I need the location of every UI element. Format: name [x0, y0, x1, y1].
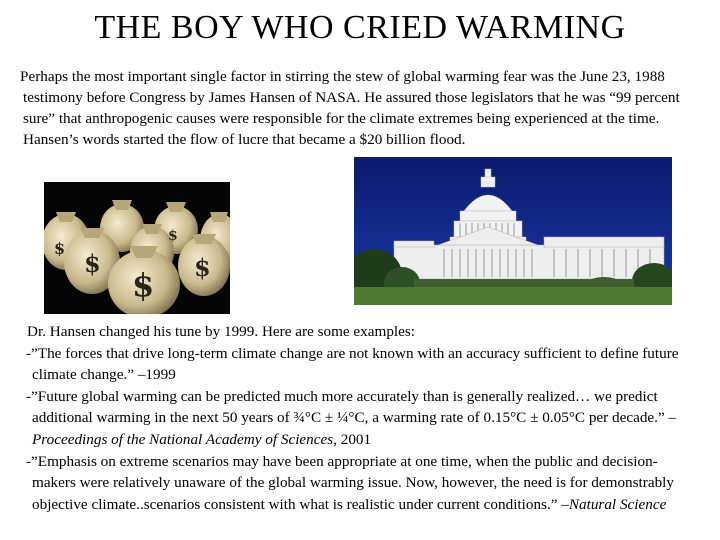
- svg-text:$: $: [168, 228, 178, 244]
- examples-lead: Dr. Hansen changed his tune by 1999. Here are some examples:: [27, 323, 416, 340]
- money-bags-illustration: [44, 182, 230, 314]
- money-bags-photo: [44, 182, 230, 314]
- examples-section: [24, 321, 700, 515]
- svg-text:$: $: [54, 239, 66, 258]
- example-source-suffix: , 2001: [333, 430, 372, 448]
- capitol-building-photo: [354, 157, 672, 305]
- example-quote-1999: [24, 343, 700, 386]
- svg-text:$: $: [84, 249, 101, 278]
- example-quote-2001: [24, 386, 700, 451]
- lawn: [354, 287, 672, 305]
- intro-paragraph: Perhaps the most important single factor in stirring the stew of global warming fear was the June 23, 1988 testimony before Congress by James Hansen of NASA. He assured those legislators that he was “99 percent sure” that anthropogenic causes were responsible for the climate extremes being experienced at the time. Hansen’s words started the flow of lucre that became a $20 billion flood.: [20, 68, 680, 148]
- example-quote-text: -”Emphasis on extreme scenarios may have been appropriate at one time, when the public and decision-makers were relatively unaware of the global warming issue. Now, however, the need is for demonstrably objective climate..scenarios consistent with what is realistic under current conditions.” –: [26, 452, 674, 513]
- example-source: Proceedings of the National Academy of Sciences: [32, 430, 334, 448]
- svg-text:$: $: [132, 266, 155, 304]
- capitol-illustration: [354, 157, 672, 305]
- example-quote-text: -”Future global warming can be predicted much more accurately than is generally realized… we predict additional warming in the next 50 years of ¾°C ± ¼°C, a warming rate of 0.15°C ± 0.05°C per decade.” –: [26, 387, 677, 427]
- example-quote-natural-science: [24, 451, 700, 516]
- svg-text:$: $: [194, 253, 211, 282]
- example-quote-text: -”The forces that drive long-term climate change are not known with an accuracy sufficient to define future climate change.” –1999: [26, 344, 679, 384]
- slide-title: THE BOY WHO CRIED WARMING: [94, 9, 626, 46]
- example-source: Natural Science: [568, 495, 667, 513]
